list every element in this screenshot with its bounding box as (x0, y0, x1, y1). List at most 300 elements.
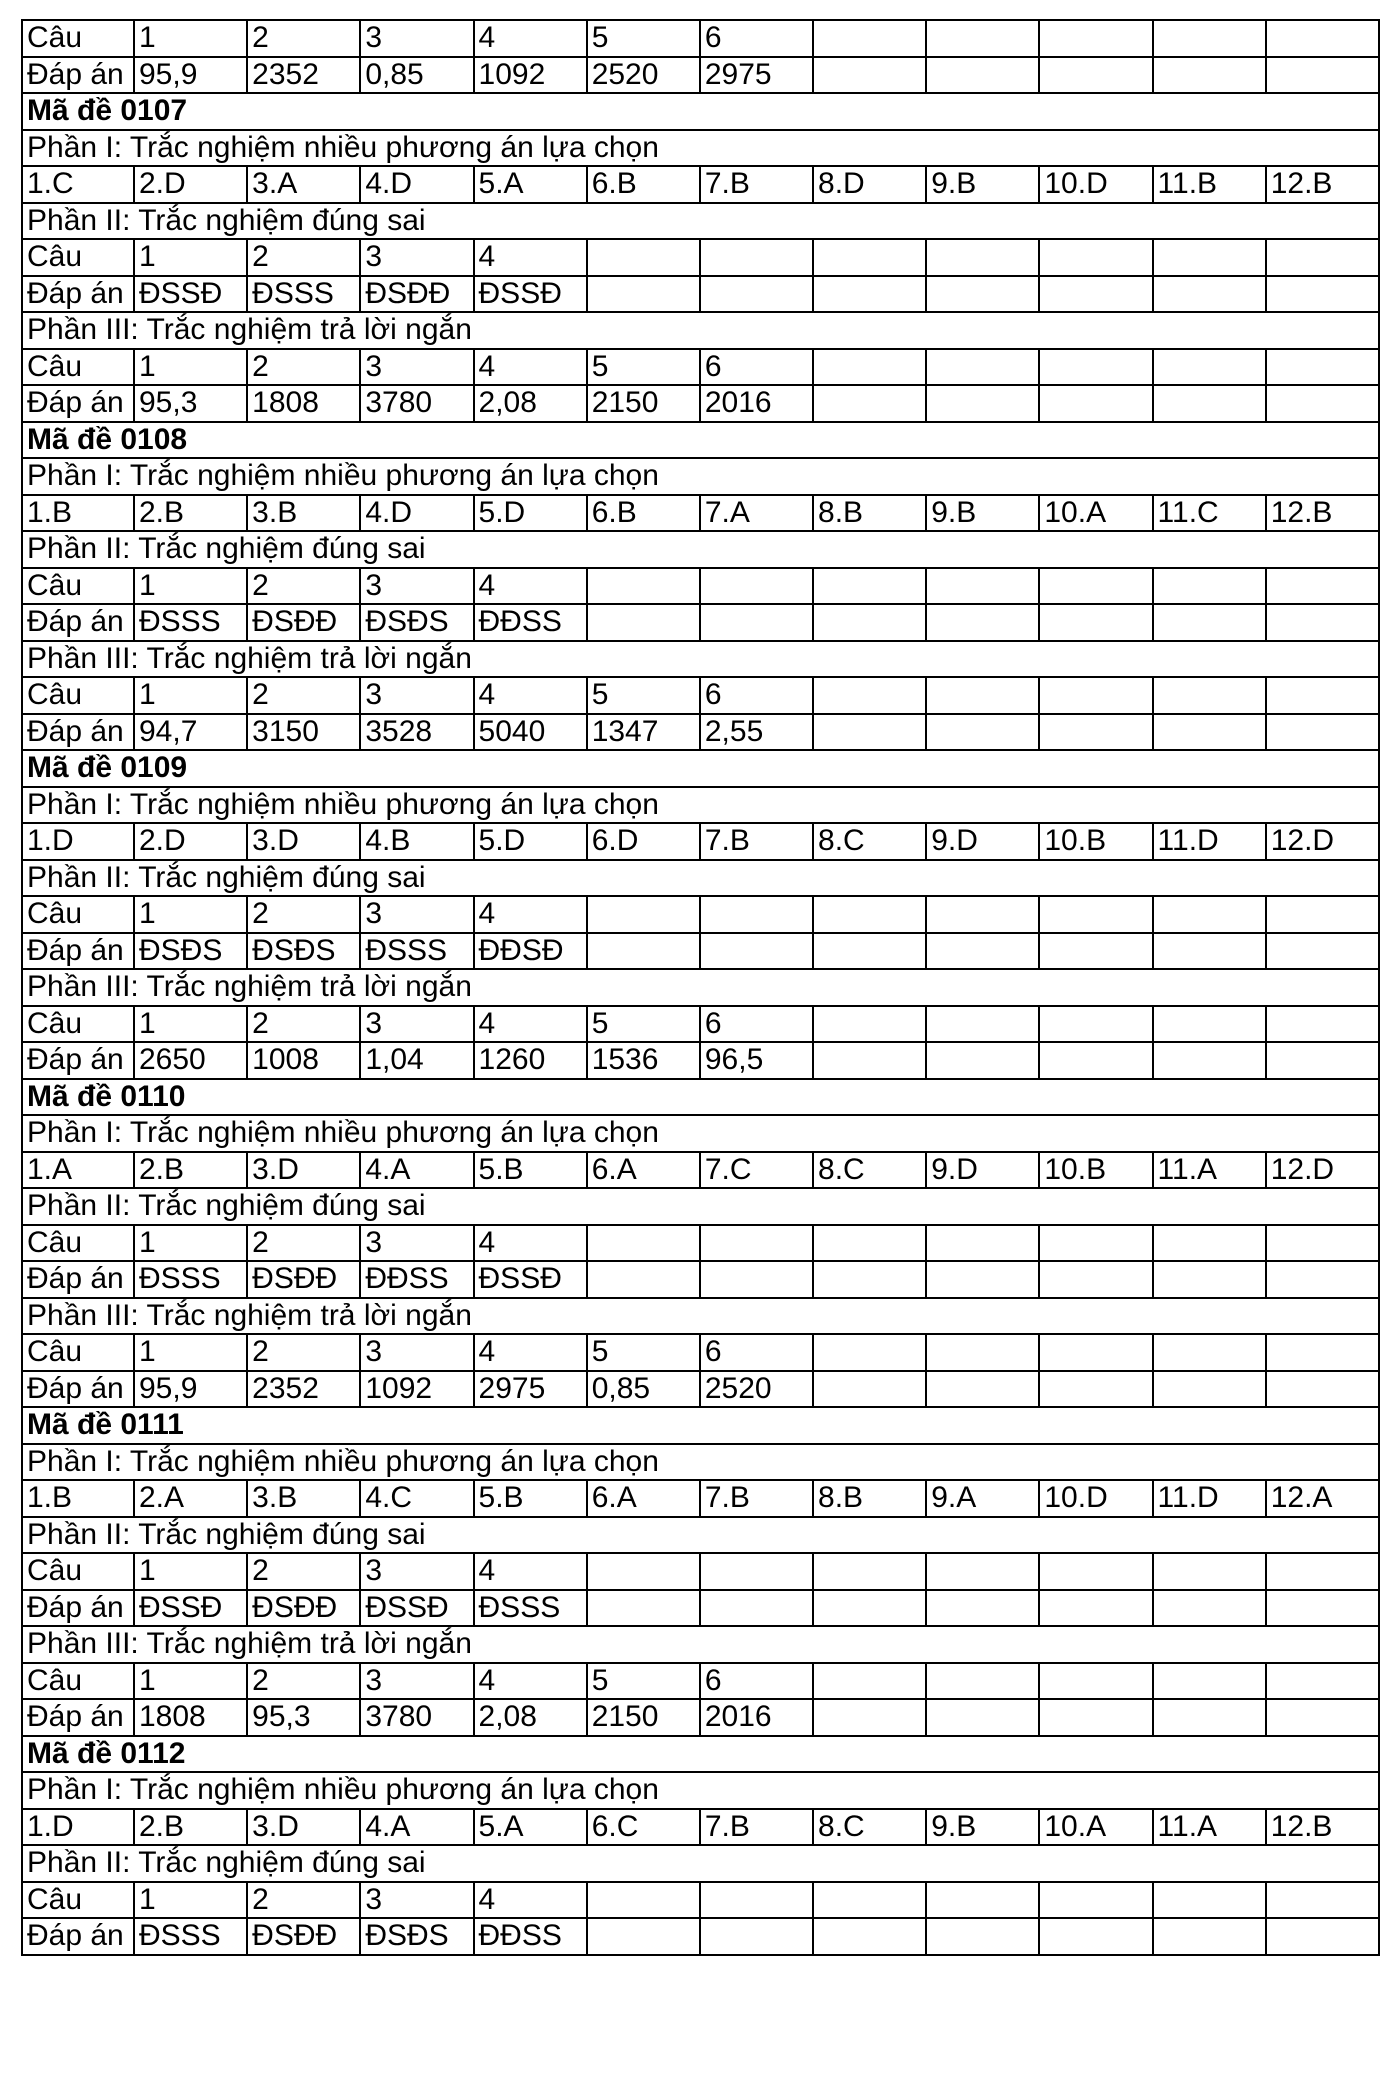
empty-cell (1266, 714, 1379, 751)
answer-value: 1347 (587, 714, 700, 751)
empty-cell (1153, 385, 1266, 422)
cau-label: Câu (22, 1334, 134, 1371)
question-number-row (22, 1553, 1379, 1590)
mc-answer: 6.A (587, 1152, 700, 1189)
empty-cell (587, 1882, 700, 1919)
question-number: 4 (474, 1882, 587, 1919)
question-number: 5 (587, 349, 700, 386)
answer-value: ĐSĐĐ (247, 1918, 360, 1955)
empty-cell (1266, 1699, 1379, 1736)
answer-value: 2150 (587, 385, 700, 422)
question-number: 2 (247, 1882, 360, 1919)
answer-value: ĐSSS (360, 933, 473, 970)
empty-cell (813, 1261, 926, 1298)
mc-answer: 4.D (360, 495, 473, 532)
answer-key-table (21, 19, 1380, 1956)
empty-cell (1039, 1553, 1152, 1590)
cau-label: Câu (22, 1553, 134, 1590)
answer-value: 3528 (360, 714, 473, 751)
empty-cell (1153, 568, 1266, 605)
empty-cell (700, 1882, 813, 1919)
exam-code-heading-row (22, 93, 1379, 130)
empty-cell (1153, 1918, 1266, 1955)
empty-cell (1266, 604, 1379, 641)
answer-value: ĐSSĐ (360, 1590, 473, 1627)
question-number: 4 (474, 1553, 587, 1590)
answer-value: ĐSĐS (134, 933, 247, 970)
empty-cell (1266, 1225, 1379, 1262)
question-number: 1 (134, 1663, 247, 1700)
mc-answer: 10.B (1039, 823, 1152, 860)
empty-cell (813, 677, 926, 714)
empty-cell (813, 1918, 926, 1955)
mc-answer: 3.B (247, 495, 360, 532)
empty-cell (1153, 604, 1266, 641)
empty-cell (813, 1699, 926, 1736)
empty-cell (700, 1918, 813, 1955)
answer-value: 2016 (700, 385, 813, 422)
mc-answer: 9.D (926, 1152, 1039, 1189)
question-number-row (22, 1225, 1379, 1262)
cau-label: Câu (22, 349, 134, 386)
question-number: 3 (360, 1006, 473, 1043)
question-number: 6 (700, 1006, 813, 1043)
part-2-title: Phần II: Trắc nghiệm đúng sai (22, 860, 1379, 897)
answer-value: 0,85 (360, 57, 473, 94)
question-number: 2 (247, 239, 360, 276)
question-number: 1 (134, 1882, 247, 1919)
mc-answer: 11.D (1153, 823, 1266, 860)
exam-code-heading-row (22, 1736, 1379, 1773)
answer-value: 1808 (134, 1699, 247, 1736)
empty-cell (700, 276, 813, 313)
empty-cell (1266, 20, 1379, 57)
empty-cell (587, 604, 700, 641)
mc-answer: 2.B (134, 495, 247, 532)
part-3-title-row (22, 641, 1379, 678)
answer-value: ĐSSĐ (474, 276, 587, 313)
empty-cell (700, 239, 813, 276)
empty-cell (926, 1553, 1039, 1590)
empty-cell (813, 239, 926, 276)
empty-cell (587, 568, 700, 605)
answer-key-body (22, 20, 1379, 1955)
empty-cell (700, 1590, 813, 1627)
answer-row (22, 1918, 1379, 1955)
empty-cell (813, 1334, 926, 1371)
empty-cell (587, 1553, 700, 1590)
empty-cell (587, 239, 700, 276)
question-number: 1 (134, 677, 247, 714)
part-2-title-row (22, 1517, 1379, 1554)
part-3-title: Phần III: Trắc nghiệm trả lời ngắn (22, 1626, 1379, 1663)
mc-answer: 6.B (587, 495, 700, 532)
empty-cell (1266, 1371, 1379, 1408)
dap-an-label: Đáp án (22, 1590, 134, 1627)
empty-cell (1266, 896, 1379, 933)
dap-an-label: Đáp án (22, 604, 134, 641)
mc-answer: 6.D (587, 823, 700, 860)
answer-value: ĐSSS (134, 604, 247, 641)
cau-label: Câu (22, 1225, 134, 1262)
answer-row (22, 933, 1379, 970)
cau-label: Câu (22, 20, 134, 57)
mc-answer: 12.D (1266, 823, 1379, 860)
empty-cell (926, 568, 1039, 605)
multiple-choice-row (22, 1480, 1379, 1517)
question-number: 1 (134, 1553, 247, 1590)
answer-value: 95,9 (134, 1371, 247, 1408)
exam-code-heading-row (22, 1407, 1379, 1444)
cau-label: Câu (22, 1882, 134, 1919)
mc-answer: 3.B (247, 1480, 360, 1517)
question-number: 5 (587, 1006, 700, 1043)
empty-cell (1153, 20, 1266, 57)
answer-value: ĐSĐS (360, 604, 473, 641)
empty-cell (1039, 57, 1152, 94)
mc-answer: 12.B (1266, 166, 1379, 203)
mc-answer: 10.D (1039, 1480, 1152, 1517)
empty-cell (813, 604, 926, 641)
part-3-title: Phần III: Trắc nghiệm trả lời ngắn (22, 969, 1379, 1006)
answer-value: 1808 (247, 385, 360, 422)
answer-value: ĐSĐĐ (247, 604, 360, 641)
question-number: 1 (134, 896, 247, 933)
answer-row (22, 1590, 1379, 1627)
empty-cell (926, 20, 1039, 57)
part-3-title: Phần III: Trắc nghiệm trả lời ngắn (22, 1298, 1379, 1335)
answer-value: ĐSSS (474, 1590, 587, 1627)
empty-cell (813, 1882, 926, 1919)
answer-value: 2,08 (474, 1699, 587, 1736)
answer-row (22, 385, 1379, 422)
empty-cell (1039, 1006, 1152, 1043)
dap-an-label: Đáp án (22, 385, 134, 422)
mc-answer: 10.B (1039, 1152, 1152, 1189)
empty-cell (700, 1225, 813, 1262)
cau-label: Câu (22, 1006, 134, 1043)
mc-answer: 2.D (134, 166, 247, 203)
answer-value: 2520 (700, 1371, 813, 1408)
empty-cell (1039, 1590, 1152, 1627)
empty-cell (700, 568, 813, 605)
empty-cell (1153, 1882, 1266, 1919)
answer-row (22, 1699, 1379, 1736)
multiple-choice-row (22, 495, 1379, 532)
question-number: 6 (700, 349, 813, 386)
part-2-title-row (22, 860, 1379, 897)
question-number: 4 (474, 896, 587, 933)
mc-answer: 10.A (1039, 1809, 1152, 1846)
part-2-title: Phần II: Trắc nghiệm đúng sai (22, 531, 1379, 568)
empty-cell (1153, 57, 1266, 94)
empty-cell (1266, 1590, 1379, 1627)
empty-cell (1153, 1590, 1266, 1627)
answer-value: 3780 (360, 385, 473, 422)
answer-row (22, 276, 1379, 313)
empty-cell (1153, 239, 1266, 276)
empty-cell (1039, 568, 1152, 605)
empty-cell (926, 1042, 1039, 1079)
mc-answer: 9.A (926, 1480, 1039, 1517)
question-number-row (22, 1334, 1379, 1371)
mc-answer: 9.B (926, 166, 1039, 203)
empty-cell (813, 1371, 926, 1408)
question-number: 2 (247, 677, 360, 714)
part-2-title-row (22, 1845, 1379, 1882)
question-number-row (22, 1663, 1379, 1700)
answer-value: ĐSSĐ (474, 1261, 587, 1298)
exam-code-heading-row (22, 422, 1379, 459)
exam-code-heading: Mã đề 0111 (22, 1407, 1379, 1444)
mc-answer: 11.C (1153, 495, 1266, 532)
question-number-row (22, 677, 1379, 714)
mc-answer: 6.A (587, 1480, 700, 1517)
question-number: 1 (134, 349, 247, 386)
mc-answer: 11.B (1153, 166, 1266, 203)
empty-cell (1266, 933, 1379, 970)
mc-answer: 2.D (134, 823, 247, 860)
mc-answer: 10.A (1039, 495, 1152, 532)
empty-cell (813, 568, 926, 605)
empty-cell (926, 714, 1039, 751)
part-1-title-row (22, 130, 1379, 167)
question-number-row (22, 20, 1379, 57)
mc-answer: 3.D (247, 823, 360, 860)
exam-code-heading: Mã đề 0110 (22, 1079, 1379, 1116)
multiple-choice-row (22, 1809, 1379, 1846)
question-number: 2 (247, 349, 360, 386)
part-3-title-row (22, 969, 1379, 1006)
empty-cell (700, 1261, 813, 1298)
empty-cell (926, 385, 1039, 422)
answer-value: 2352 (247, 1371, 360, 1408)
answer-value: ĐSSĐ (134, 276, 247, 313)
empty-cell (813, 1042, 926, 1079)
empty-cell (1153, 677, 1266, 714)
empty-cell (926, 604, 1039, 641)
empty-cell (1153, 276, 1266, 313)
answer-value: 94,7 (134, 714, 247, 751)
mc-answer: 1.A (22, 1152, 134, 1189)
empty-cell (1266, 1261, 1379, 1298)
mc-answer: 2.A (134, 1480, 247, 1517)
mc-answer: 8.C (813, 823, 926, 860)
empty-cell (813, 276, 926, 313)
empty-cell (1039, 385, 1152, 422)
question-number: 2 (247, 20, 360, 57)
question-number: 3 (360, 1334, 473, 1371)
answer-value: 96,5 (700, 1042, 813, 1079)
empty-cell (813, 933, 926, 970)
empty-cell (1153, 349, 1266, 386)
question-number: 6 (700, 20, 813, 57)
empty-cell (700, 896, 813, 933)
empty-cell (926, 1371, 1039, 1408)
question-number: 2 (247, 1006, 360, 1043)
question-number: 3 (360, 1663, 473, 1700)
answer-value: ĐSĐĐ (247, 1261, 360, 1298)
empty-cell (1266, 276, 1379, 313)
cau-label: Câu (22, 677, 134, 714)
question-number: 4 (474, 349, 587, 386)
answer-row (22, 1261, 1379, 1298)
empty-cell (1266, 1663, 1379, 1700)
empty-cell (1153, 1225, 1266, 1262)
mc-answer: 11.A (1153, 1809, 1266, 1846)
question-number: 1 (134, 1006, 247, 1043)
part-2-title: Phần II: Trắc nghiệm đúng sai (22, 1188, 1379, 1225)
empty-cell (1039, 1371, 1152, 1408)
mc-answer: 2.B (134, 1809, 247, 1846)
mc-answer: 12.B (1266, 495, 1379, 532)
answer-value: 5040 (474, 714, 587, 751)
answer-value: ĐSĐĐ (360, 276, 473, 313)
question-number: 3 (360, 1553, 473, 1590)
mc-answer: 9.B (926, 495, 1039, 532)
answer-value: 2150 (587, 1699, 700, 1736)
question-number: 3 (360, 1882, 473, 1919)
empty-cell (1266, 57, 1379, 94)
answer-value: 1536 (587, 1042, 700, 1079)
exam-code-heading: Mã đề 0112 (22, 1736, 1379, 1773)
answer-value: ĐSĐS (247, 933, 360, 970)
empty-cell (926, 1663, 1039, 1700)
empty-cell (587, 896, 700, 933)
answer-value: 95,9 (134, 57, 247, 94)
question-number: 3 (360, 349, 473, 386)
exam-code-heading-row (22, 750, 1379, 787)
answer-value: ĐĐSS (474, 1918, 587, 1955)
empty-cell (1266, 1882, 1379, 1919)
question-number: 4 (474, 1663, 587, 1700)
exam-code-heading: Mã đề 0108 (22, 422, 1379, 459)
empty-cell (1039, 1225, 1152, 1262)
question-number: 3 (360, 20, 473, 57)
question-number: 4 (474, 1334, 587, 1371)
answer-row (22, 1042, 1379, 1079)
answer-value: ĐĐSS (360, 1261, 473, 1298)
mc-answer: 5.D (474, 495, 587, 532)
question-number: 1 (134, 1334, 247, 1371)
mc-answer: 4.D (360, 166, 473, 203)
question-number: 5 (587, 1663, 700, 1700)
empty-cell (1153, 896, 1266, 933)
empty-cell (813, 1006, 926, 1043)
mc-answer: 5.D (474, 823, 587, 860)
question-number: 1 (134, 239, 247, 276)
empty-cell (1266, 1042, 1379, 1079)
empty-cell (926, 239, 1039, 276)
answer-value: ĐSSĐ (134, 1590, 247, 1627)
dap-an-label: Đáp án (22, 1371, 134, 1408)
mc-answer: 9.D (926, 823, 1039, 860)
mc-answer: 7.B (700, 166, 813, 203)
part-2-title: Phần II: Trắc nghiệm đúng sai (22, 1517, 1379, 1554)
answer-key-page (21, 19, 1380, 1956)
part-1-title-row (22, 1115, 1379, 1152)
empty-cell (926, 1699, 1039, 1736)
mc-answer: 7.A (700, 495, 813, 532)
answer-value: 1092 (474, 57, 587, 94)
mc-answer: 1.D (22, 823, 134, 860)
empty-cell (1153, 933, 1266, 970)
empty-cell (1039, 677, 1152, 714)
mc-answer: 1.B (22, 495, 134, 532)
part-2-title-row (22, 1188, 1379, 1225)
empty-cell (813, 1590, 926, 1627)
empty-cell (1039, 1882, 1152, 1919)
question-number: 3 (360, 677, 473, 714)
empty-cell (587, 1590, 700, 1627)
multiple-choice-row (22, 823, 1379, 860)
empty-cell (1039, 20, 1152, 57)
exam-code-heading: Mã đề 0107 (22, 93, 1379, 130)
answer-value: ĐSSS (247, 276, 360, 313)
empty-cell (926, 1918, 1039, 1955)
question-number: 6 (700, 1663, 813, 1700)
part-1-title: Phần I: Trắc nghiệm nhiều phương án lựa chọn (22, 458, 1379, 495)
question-number-row (22, 349, 1379, 386)
empty-cell (1039, 604, 1152, 641)
answer-value: 1,04 (360, 1042, 473, 1079)
mc-answer: 5.B (474, 1480, 587, 1517)
answer-value: ĐSSS (134, 1918, 247, 1955)
empty-cell (1039, 1918, 1152, 1955)
empty-cell (700, 933, 813, 970)
question-number: 4 (474, 677, 587, 714)
mc-answer: 3.D (247, 1152, 360, 1189)
empty-cell (926, 1006, 1039, 1043)
part-3-title: Phần III: Trắc nghiệm trả lời ngắn (22, 641, 1379, 678)
exam-code-heading: Mã đề 0109 (22, 750, 1379, 787)
empty-cell (1266, 568, 1379, 605)
empty-cell (926, 1590, 1039, 1627)
empty-cell (1266, 1006, 1379, 1043)
question-number: 5 (587, 677, 700, 714)
mc-answer: 1.C (22, 166, 134, 203)
dap-an-label: Đáp án (22, 714, 134, 751)
question-number-row (22, 239, 1379, 276)
part-1-title-row (22, 787, 1379, 824)
empty-cell (1266, 1918, 1379, 1955)
empty-cell (813, 1225, 926, 1262)
mc-answer: 7.B (700, 823, 813, 860)
question-number: 4 (474, 1225, 587, 1262)
empty-cell (1039, 239, 1152, 276)
empty-cell (813, 57, 926, 94)
question-number: 2 (247, 568, 360, 605)
dap-an-label: Đáp án (22, 1261, 134, 1298)
cau-label: Câu (22, 239, 134, 276)
dap-an-label: Đáp án (22, 1699, 134, 1736)
question-number: 1 (134, 568, 247, 605)
mc-answer: 4.A (360, 1152, 473, 1189)
mc-answer: 12.B (1266, 1809, 1379, 1846)
question-number: 1 (134, 20, 247, 57)
part-1-title-row (22, 1444, 1379, 1481)
dap-an-label: Đáp án (22, 1042, 134, 1079)
empty-cell (813, 896, 926, 933)
multiple-choice-row (22, 166, 1379, 203)
empty-cell (700, 1553, 813, 1590)
empty-cell (587, 933, 700, 970)
empty-cell (813, 349, 926, 386)
mc-answer: 8.C (813, 1152, 926, 1189)
empty-cell (926, 933, 1039, 970)
answer-row (22, 1371, 1379, 1408)
answer-row (22, 714, 1379, 751)
